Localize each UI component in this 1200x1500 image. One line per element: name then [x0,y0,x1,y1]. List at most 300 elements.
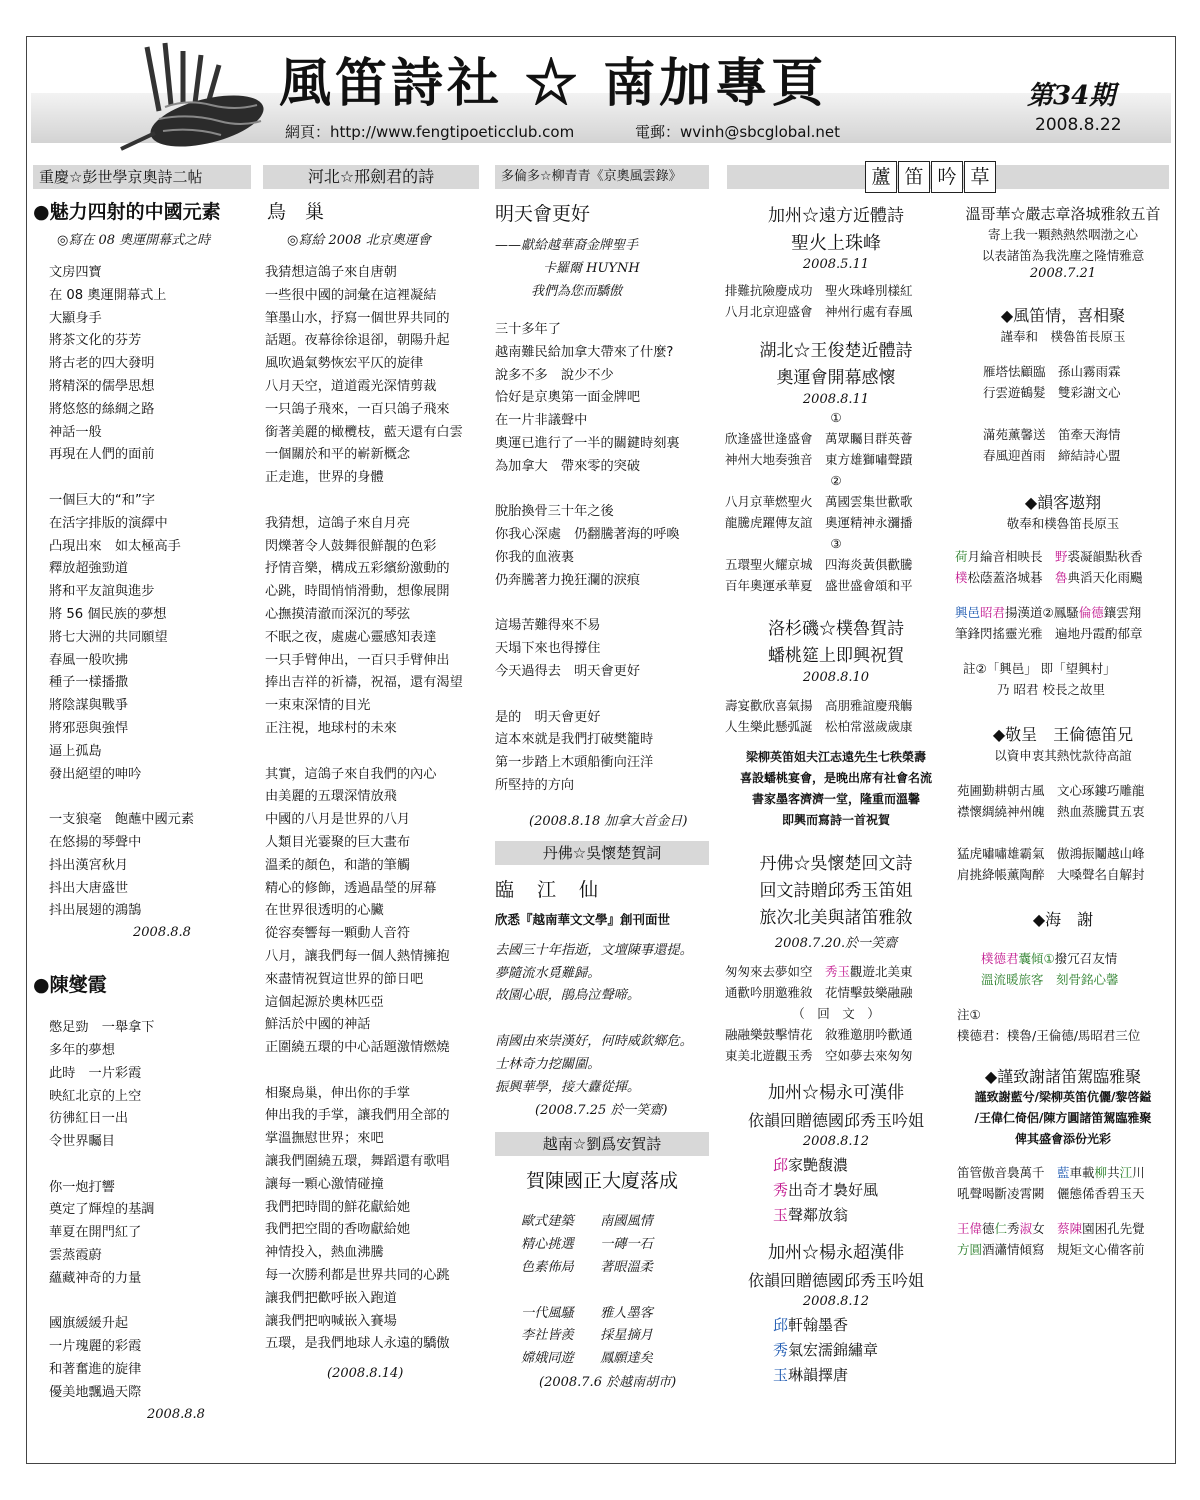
note-line: 即興而寫詩一首祝賀 [781,813,890,827]
poem-line: 正注視，地球村的未來 [265,720,397,736]
poem-line: 行雲遊鶴髮 雙彩謝文心 [983,385,1121,400]
poem-f-line-3 [773,1363,947,1388]
poem-k-line-1-b: 囊傾① [1018,951,1055,966]
poem-f-line-2 [773,1338,947,1363]
poem-line: 雲蒸霞蔚 [49,1248,102,1264]
poem-line: 龍騰虎躍傳友誼 奧運精神永瀰播 [725,515,913,530]
poem-line: 每一次勝利都是世界共同的心跳 [265,1268,450,1284]
poem-line: 一只鴿子飛來，一百只鴿子飛來 [265,401,450,417]
column-2-header: 河北☆邢劍君的詩 [263,165,479,189]
poem-line: 八月天空，道道霞光深情剪裁 [265,378,437,394]
poem-i-line-4: 筆鋒閃搖靈光雅 遍地丹霞酌郁章 [955,626,1143,641]
poem-d-title-2: 旅次北美與諸笛雅敘 [759,908,913,928]
poem-line: 抖出大唐盛世 [49,880,129,896]
poem-l-line-3-e: 淑 [1019,1221,1033,1236]
poem-l-line-4-b: 酒瀟情傾寫 規矩文心備客前 [982,1242,1145,1257]
poem-j-subtitle: 以資申衷其熱忱款待高誼 [994,748,1132,763]
poem-line: 嫦娥同遊 鳳願達矣 [521,1351,653,1367]
poem-d-palindrome-mark: （ 回 文 ） [792,1006,880,1021]
poem-line [983,403,1173,424]
issue-date: 2008.8.22 [1035,115,1122,135]
poem-line: 將 56 個民族的夢想 [49,606,167,622]
poem-line: 話題。夜幕徐徐退卻，朝陽升起 [265,333,450,349]
poem-line: 襟懷綢繞神州魄 熱血蒸騰貫五衷 [957,804,1145,819]
poem-l-line-3-c: 仁 [994,1221,1008,1236]
column-3 [495,165,709,1390]
poem-line: 神州大地奏強音 東方雄獅嘯聲蹟 [725,452,913,467]
poem-line: 一代風騷 雅人墨客 [521,1305,653,1321]
poem-f-line-1-b: 軒翰墨香 [788,1316,849,1334]
poem-line: 神情投入，熱血沸騰 [265,1245,384,1261]
poem-line: 這個起源於奧林匹亞 [265,994,384,1010]
contact-email[interactable]: 電郵：wvinh@sbcglobal.net [635,123,841,141]
poem-line: 一些很中國的詞彙在這裡凝結 [265,287,437,303]
column-1 [33,165,251,1422]
poem-l-line-1-e: 共 [1107,1165,1120,1180]
banner-char-4: 草 [964,161,996,193]
poem-i-line-3-a: 興邑 [955,605,981,620]
poem-line [265,741,479,764]
poem-1-subtitle: ◎寫在 08 奧運開幕式之時 [57,233,211,248]
poem-f-line-2-b: 氣宏濡錦繡章 [788,1341,879,1359]
section-header-building: 越南☆劉爲安賀詩 [495,1132,709,1156]
poem-i-line-2-c: 魯 [1055,570,1068,585]
poem-line: 凸現出來 如太極高手 [49,538,181,554]
banner-char-2: 笛 [898,161,930,193]
poem-line: 所堅持的方向 [495,777,575,793]
poem-l-line-3-g: 蔡陳 [1057,1221,1083,1236]
poem-line: 讓我們把吶喊嵌入賽場 [265,1313,397,1329]
poem-title-building: 賀陳國正大廈落成 [525,1170,678,1193]
poem-line: 猛虎嘯嘯雄霸氣 傲鴻振鬮越山峰 [957,846,1145,861]
poem-dedication-1: ——獻給越華裔金牌聖手 [495,238,639,253]
poem-i-line-3-c: 揚漢道②鳳騷 [1005,605,1079,620]
poem-title-tomorrow: 明天會更好 [495,203,591,225]
poem-b-date: 2008.8.11 [802,392,870,407]
poem-l-line-2: 吼聲喝斷凌霄闕 儷態俙香碧玉天 [957,1186,1145,1201]
poem-line: 越南難民給加拿大帶來了什麼? [495,344,674,360]
poem-line: 五環聖火耀京城 四海炎黃俱歡騰 [725,557,913,572]
poem-line: 憋足勁 一舉拿下 [49,1020,155,1036]
poem-line: 這本來就是我們打破樊籠時 [495,732,654,748]
poem-line: 五環，是我們地球人永遠的驕傲 [265,1336,450,1352]
poem-e-title: 依韻回贈德國邱秀玉吟姐 [747,1111,924,1130]
poem-line: 第一步踏上木頭船衝向汪洋 [495,755,654,771]
poem-line: 伸出我的手掌，讓我們用全部的 [265,1108,450,1124]
poem-b-marker-1: ① [830,410,842,425]
poem-line: 為加拿大 帶來零的突破 [495,458,641,474]
poem-g-subtitle-1: 寄上我一顆熱熱然咽渤之心 [987,227,1138,242]
poem-1-date: 2008.8.8 [133,925,191,941]
poem-building-date: (2008.7.6 於越南胡市) [539,1374,677,1390]
poem-line: 夢隨流水覓難歸。 [495,965,601,981]
poem-line: 我們把空間的香吻獻給她 [265,1222,411,1238]
note-line: 梁柳英笛姐夫江志遠先生七秩榮壽 [745,750,926,764]
poem-1-body [33,262,251,923]
masthead-title: 風笛詩社 ☆ 南加專頁 [279,53,828,114]
poem-k-line-1-a: 樸德君 [981,951,1019,966]
poem-line: 去國三十年指逝，文壇陳事還提。 [495,942,693,958]
poem-line: 在世界很透明的心臟 [265,903,384,919]
poem-e-author: 加州☆楊永可漢俳 [768,1083,904,1103]
poem-2-body [33,1017,251,1405]
poem-j-title: ◆敬呈 王倫德笛兄 [992,725,1134,744]
poem-line: 一只手臂伸出，一百只手臂伸出 [265,652,450,668]
poem-line [521,1280,709,1303]
poem-b-title: 奧運會開幕感懷 [776,368,896,388]
poem-line: 正走進，世界的身體 [265,470,384,486]
poem-line: 中國的八月是世界的八月 [265,812,411,828]
poem-line: 士林奇力挖關圍。 [495,1056,601,1072]
poem-d-line-1-a: 匆匆來去夢如空 [725,964,826,979]
poem-e-line-1-b: 家艷馥濃 [788,1156,849,1174]
poem-line: 一個巨大的“和”字 [49,492,155,508]
poem-line: 抖出漢宮秋月 [49,857,129,873]
poem-line: 捧出吉祥的祈禱，祝福，還有渴望 [265,675,463,691]
poem-line: 人類目光霎聚的巨大畫布 [265,834,411,850]
poem-line: 你我心深處 仍翻騰著海的呼喚 [495,527,680,543]
poem-line: 逼上孤島 [49,743,102,759]
poem-e-body [725,1153,947,1228]
poem-line: 相聚鳥巢，伸出你的手掌 [265,1085,411,1101]
poem-line: 鮮活於中國的神話 [265,1017,371,1033]
poem-line: 和著奮進的旋律 [49,1362,142,1378]
poem-line: 這場苦難得來不易 [495,618,601,634]
poem-2-date: 2008.8.8 [147,1406,205,1422]
poem-l-line-1-c: 車載 [1069,1165,1095,1180]
poem-c-date: 2008.8.10 [802,670,870,685]
poem-line: 一支狼毫 飽蘸中國元素 [49,812,195,828]
poem-e-line-2-b: 出奇才裊好風 [788,1181,879,1199]
poem-2-title: ●陳燮霞 [33,974,107,997]
poem-line: 文房四寶 [49,265,102,280]
poem-d-author: 丹佛☆吳懷楚回文詩 [759,854,913,874]
poem-e-line-1-a: 邱 [773,1156,789,1174]
poem-i-note-1: 註②「興邑」 即「望興村」 [963,661,1116,676]
poem-i-line-3-d: 倫德 [1078,605,1104,620]
poem-line: 映紅北京的上空 [49,1088,142,1104]
poem-line: 筆墨山水，抒寫一個世界共同的 [265,310,450,326]
poem-b-marker-2: ② [830,473,842,488]
poem-k-note: 樸德君：樸魯/王倫德/馬昭君三位 [957,1028,1141,1043]
poem-linjiangxian-date: (2008.7.25 於一笑齋) [535,1103,668,1119]
poem-line: 發出絕望的呻吟 [49,766,142,782]
poem-line: 其實，這鴿子來自我們的內心 [265,766,437,782]
poem-l-line-1-f: 江 [1119,1165,1133,1180]
poem-h-title: ◆風笛情，喜相聚 [1000,306,1126,325]
poem-line: 我猜想這鴿子來自唐朝 [265,265,397,280]
poem-c-author: 洛杉磯☆樸魯賀詩 [768,619,904,639]
poem-k-line-2: 溫流暖旅客 刻骨銘心馨 [981,972,1119,987]
poem-line: 讓每一顆心激情碰撞 [265,1176,384,1192]
poem-line: 仍奔騰著力挽狂瀾的淚痕 [495,572,641,588]
section-header-linjiangxian: 丹佛☆吳懷楚賀詞 [495,841,709,865]
poem-k-title: ◆海 謝 [1032,910,1094,929]
poem-line: 彷彿紅日一出 [49,1111,129,1127]
poem-a-date: 2008.5.11 [802,257,870,272]
poem-i-note-2: 乃 昭君 校長之故里 [997,682,1105,697]
poem-f-date: 2008.8.12 [802,1294,870,1309]
poem-line: 肩挑絳帳薰陶醉 大嗓聲名自解封 [957,867,1145,882]
poem-line: 雁塔怯顧臨 孫山霧雨霖 [983,364,1121,379]
poem-i-line-1-d: 裘凝韻點秋香 [1067,549,1143,564]
poem-line: 由美麗的五環深情放飛 [265,789,397,805]
poem-line: 在 08 奧運開幕式上 [49,287,167,303]
poem-l-line-3 [953,1218,1173,1239]
poem-c-title: 蟠桃筵上即興祝賀 [768,646,904,666]
poem-g-date: 2008.7.21 [1029,266,1097,281]
poem-line: 人生樂此懸弧誕 松柏常滋歲歲康 [725,719,913,734]
poem-line: 令世界矚目 [49,1134,115,1150]
poem-l-subtitle [953,1087,1173,1150]
poem-d-line-4: 東美北遊觀玉秀 空如夢去來匆匆 [725,1048,913,1063]
poem-i-line-2-a: 樸 [955,570,968,585]
poem-i-line-1 [953,546,1173,567]
poem-line: 一束束深情的目光 [265,698,371,714]
poem-i-line-3-e: 鑲雲翔 [1103,605,1142,620]
poem-d-line-1-highlight: 秀玉 [825,964,851,979]
poem-line: 今天過得去 明天會更好 [495,663,641,679]
poem-line: 百年奧運承華夏 盛世盛會頌和平 [725,578,913,593]
poem-line: 精心挑選 一磚一石 [521,1237,653,1253]
poem-line [495,479,709,502]
poem-line: 八月北京迎盛會 神州行處有春風 [725,304,913,319]
poem-line: 說多不多 說少不少 [495,367,614,383]
poem-line: 將陰謀與戰爭 [49,698,129,714]
poem-line [265,490,479,513]
poem-nest-body [263,262,479,1356]
poem-f-line-1-a: 邱 [773,1316,789,1334]
poem-building-body [495,1211,709,1371]
poem-line: 再現在人們的面前 [49,447,155,463]
poem-line: 李社皆羨 採星摘月 [521,1328,653,1344]
poem-line: 你我的血液裏 [495,549,575,565]
issue-number: 第34期 [1027,81,1116,111]
poem-line: 將茶文化的芬芳 [49,333,142,349]
poem-e-line-2 [773,1178,947,1203]
note-line: 俾其盛會添份光彩 [1014,1132,1111,1146]
poem-line: 讓我們把歡呼嵌入跑道 [265,1290,397,1306]
poem-line: 將悠悠的絲綢之路 [49,401,155,417]
poem-k-line-1-c: 撥冗召友情 [1054,951,1118,966]
note-line: 謹致謝藍兮/梁柳英笛伉儷/黎啓鎰 [974,1090,1152,1104]
poem-i-line-2-d: 典滔天化雨颺 [1067,570,1143,585]
poem-f-author: 加州☆楊永超漢俳 [768,1243,904,1263]
poem-d-line-1 [725,961,947,982]
poem-line: 一片瑰麗的彩霞 [49,1339,142,1355]
column-2 [263,165,479,1381]
column-3-header: 多倫多☆柳青青《京奧風雲錄》 [495,165,709,189]
poem-line [495,593,709,616]
poem-i-line-3 [953,602,1173,623]
poem-i-line-3-b: 昭君 [980,605,1006,620]
poem-line: 故園心眼，鵑鳥泣聲啼。 [495,988,641,1004]
poem-line: 一個關於和平的嶄新概念 [265,447,411,463]
poem-d-line-1-c: 觀遊北美東 [850,964,913,979]
poem-e-line-3-b: 聲鄰放翁 [788,1206,849,1224]
poem-e-date: 2008.8.12 [802,1134,870,1149]
poem-d-date: 2008.7.20.於一笑齋 [774,936,898,951]
poem-line: 壽宴歡欣喜氣揚 高朋雅誼慶飛觴 [725,698,913,713]
poem-k-note-mark: 注① [957,1007,981,1022]
poem-line: 來盡情祝賀這世界的節日吧 [265,971,424,987]
poem-line: 正圍繞五環的中心話題激情燃燒 [265,1040,450,1056]
poem-line: 歐式建築 南國風情 [521,1214,653,1230]
poem-f-title: 依韻回贈德國邱秀玉吟姐 [747,1271,924,1290]
poem-line: 將精深的儒學思想 [49,378,155,394]
poem-line: 恰好是京奧第一面金牌吧 [495,390,641,406]
poem-line [495,1008,709,1031]
poem-b-part-2 [725,491,947,533]
poem-l-line-3-h: 園困孔先覺 [1082,1221,1145,1236]
poem-line: 八月，讓我們每一個人熱情擁抱 [265,948,450,964]
poem-c-body [725,695,947,737]
poem-e-line-3 [773,1203,947,1228]
poem-b-author: 湖北☆王俊楚近體詩 [759,341,913,361]
poem-f-body [725,1313,947,1388]
poem-l-line-1-a: 笛管傲音裊萬千 [957,1165,1058,1180]
poem-g-author: 溫哥華☆嚴志章洛城雅敘五首 [965,205,1161,223]
column-1-header: 重慶☆彭世學京奧詩二帖 [33,165,251,189]
poem-line: 南國由來崇漢好，何時威欽鄉危。 [495,1033,693,1049]
poem-dedication-3: 我們為您而驕傲 [531,284,623,299]
poem-l-title: ◆謹致謝諸笛駕臨雅聚 [984,1067,1142,1086]
poem-line: 種子一樣播撒 [49,675,129,691]
poem-f-line-3-a: 玉 [773,1366,789,1384]
poem-line: 精心的修飾，透過晶瑩的屏幕 [265,880,437,896]
poem-i-line-1-c: 野 [1055,549,1068,564]
note-line: 喜設蟠桃宴會，是晚出席有社會名流 [739,771,932,785]
poem-line: 奠定了輝煌的基調 [49,1202,155,1218]
note-line: 書家墨客濟濟一堂，隆重而溫馨 [751,792,920,806]
poem-line: 你一炮打響 [49,1179,115,1195]
poem-line: 國旗緩緩升起 [49,1316,129,1332]
poem-line: 三十多年了 [495,322,561,337]
poem-line [265,1060,479,1083]
note-line: /王偉仁倚侶/陳方圓諸笛駕臨雅聚 [974,1111,1152,1125]
poem-d-line-3: 融融樂鼓擊情花 敘雅邀朋吟歡通 [725,1027,913,1042]
poem-i-line-2-b: 松蔭蓋洛城碁 [967,570,1056,585]
website-url[interactable]: 網頁：http://www.fengtipoeticclub.com [285,123,575,141]
poem-i-line-2 [953,567,1173,588]
poem-line: 在悠揚的琴聲中 [49,834,142,850]
poem-line: 大顯身手 [49,310,102,326]
newspaper-page [26,36,1176,1464]
poem-i-line-1-b: 月綸音相映長 [967,549,1056,564]
poem-k-line-1 [953,948,1173,969]
poem-line: 將古老的四大發明 [49,356,155,372]
poem-line: 風吹過氣勢恢宏平仄的旋律 [265,356,424,372]
poem-i-subtitle: 敬奉和樸魯笛長原玉 [1006,516,1120,531]
poem-l-line-3-f: 女 [1032,1221,1058,1236]
poem-l-line-4-a: 方圓 [957,1242,983,1257]
poem-subtitle-nest: ◎寫給 2008 北京奧運會 [287,233,431,248]
poem-f-line-1 [773,1313,947,1338]
poem-line: 振興華學，接大纛從揮。 [495,1079,641,1095]
poem-tomorrow-date: (2008.8.18 加拿大首金日) [529,813,688,829]
poem-a-title: 聖火上珠峰 [791,233,881,254]
poem-line: 心撫摸清澈而深沉的琴弦 [265,606,411,622]
poem-b-marker-3: ③ [830,536,842,551]
poem-line: 多年的夢想 [49,1042,115,1058]
poem-c-note [725,747,947,831]
poem-1-title: ●魅力四射的中國元素 [33,201,221,223]
column-5 [953,203,1173,1260]
poem-line: 天塌下來也得撐住 [495,641,601,657]
poem-l-line-1-b: 藍 [1057,1165,1070,1180]
poem-tomorrow-body [495,319,709,798]
poem-e-line-2-a: 秀 [773,1181,789,1199]
poem-line: 溫柔的顏色，和諧的筆觸 [265,857,411,873]
poem-j-body [953,780,1173,885]
poem-l-line-3-b: 德 [982,1221,995,1236]
poem-line: 是的 明天會更好 [495,709,601,725]
poem-dedication-2: 卡羅爾 HUYNH [543,261,640,276]
poem-l-line-1-g: 川 [1132,1165,1145,1180]
poem-l-line-3-d: 秀 [1007,1221,1020,1236]
banner-char-1: 蘆 [865,161,897,193]
poem-d-title-1: 回文詩贈邱秀玉笛姐 [759,881,913,901]
poem-line: 我們把時間的鮮花獻給她 [265,1199,411,1215]
poem-line: 閃爍著令人鼓舞很鮮靚的色彩 [265,538,437,554]
poem-line: 從容奏響每一顆動人音符 [265,926,411,942]
poem-line: 奧運已進行了一半的關鍵時刻裏 [495,435,680,451]
poem-a-author: 加州☆遠方近體詩 [768,206,904,226]
poem-line [495,684,709,707]
masthead [27,37,1176,157]
poem-line: 春風迎酋雨 締結詩心盟 [983,448,1121,463]
poem-line: 在活字排版的演繹中 [49,515,168,531]
poem-line [49,1154,251,1177]
poem-line: 將七大洲的共同願望 [49,629,168,645]
poem-line [49,467,251,490]
poem-line: 華夏在開門紅了 [49,1225,142,1241]
poem-i-line-1-a: 荷 [955,549,968,564]
poem-line: 欣逢盛世逢盛會 萬眾矚目群英薈 [725,431,913,446]
poem-line [49,1291,251,1314]
poem-line: 神話一般 [49,424,102,440]
poem-a-body [725,280,947,322]
poem-e-line-1 [773,1153,947,1178]
poem-line: 蘊藏神奇的力量 [49,1270,142,1286]
poem-h-subtitle: 謹奉和 樸魯笛長原玉 [1000,329,1126,344]
poem-line: 脫胎換骨三十年之後 [495,504,614,520]
poem-line: 在一片非議聲中 [495,413,588,429]
column-4 [725,203,947,1388]
poem-line: 八月京華燃聖火 萬國雲集世歡歌 [725,494,913,509]
poem-line: 抒情音樂，構成五彩繽紛激動的 [265,561,450,577]
poem-line: 排難抗險慶成功 聖火珠峰別樣紅 [725,283,913,298]
poem-line: 滿苑薰馨送 笛牽天海情 [983,427,1121,442]
poem-line: 心跳，時間悄悄滑動，想像展開 [265,584,450,600]
poem-line: 掌溫撫慰世界；來吧 [265,1131,384,1147]
poem-g-subtitle-2: 以表諸笛為我洗塵之隆情雅意 [981,248,1145,263]
banner-char-3: 吟 [931,161,963,193]
banner-reed-flute [865,161,997,193]
poem-line: 優美地飄過天際 [49,1384,142,1400]
poem-title-linjiangxian: 臨 江 仙 [495,878,601,901]
poem-line: 釋放超強勁道 [49,561,129,577]
poem-b-part-1 [725,428,947,470]
poem-h-body [953,361,1173,466]
poem-l-line-1 [953,1162,1173,1183]
poem-l-line-4 [953,1239,1173,1260]
poem-f-line-2-a: 秀 [773,1341,789,1359]
poem-line: 抖出展翅的鴻鵠 [49,903,142,919]
bagpipe-icon [107,41,267,153]
poem-subtitle-linjiangxian: 欣悉『越南華文文學』創刊面世 [495,911,671,927]
poem-line [957,822,1173,843]
